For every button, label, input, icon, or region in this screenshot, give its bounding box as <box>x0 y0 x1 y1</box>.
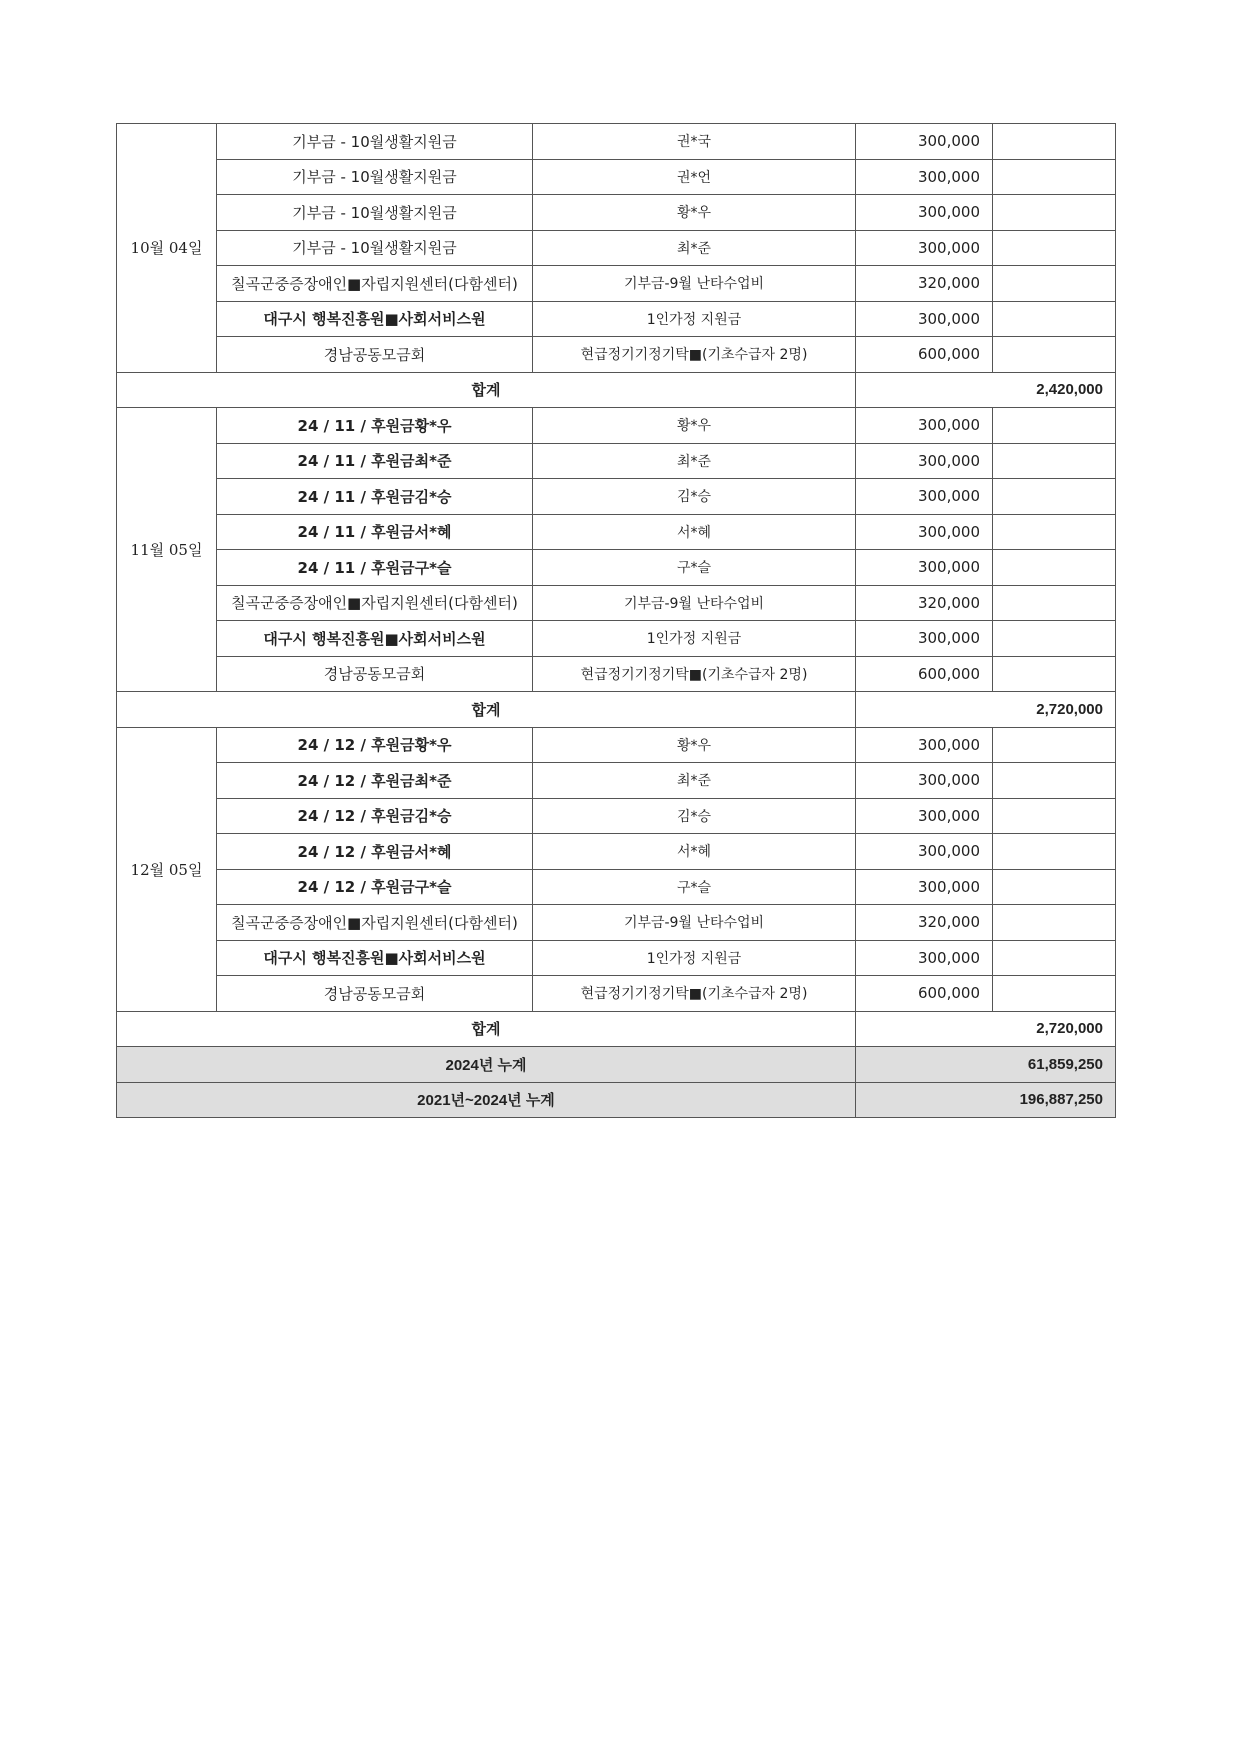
ledger-row <box>117 585 1116 621</box>
note-cell <box>993 798 1116 834</box>
item-cell: 기부금 - 10월생활지원금 <box>217 230 533 266</box>
donor-cell: 1인가정 지원금 <box>533 940 856 976</box>
ledger-row <box>117 159 1116 195</box>
item-cell: 24 / 12 / 후원금서*혜 <box>217 834 533 870</box>
item-cell: 칠곡군중증장애인■자립지원센터(다함센터) <box>217 585 533 621</box>
amount-cell: 300,000 <box>856 443 993 479</box>
amount-cell: 300,000 <box>856 763 993 799</box>
donor-cell: 최*준 <box>533 763 856 799</box>
note-cell <box>993 550 1116 586</box>
note-cell <box>993 869 1116 905</box>
amount-cell: 600,000 <box>856 337 993 373</box>
cumulative-row <box>117 1047 1116 1083</box>
note-cell <box>993 585 1116 621</box>
amount-cell: 300,000 <box>856 550 993 586</box>
note-cell <box>993 479 1116 515</box>
ledger-row <box>117 621 1116 657</box>
section-date: 10월 04일 <box>117 124 217 373</box>
item-cell: 경남공동모금회 <box>217 976 533 1012</box>
ledger-row <box>117 905 1116 941</box>
ledger-row <box>117 834 1116 870</box>
cumulative-amount: 61,859,250 <box>856 1047 1116 1083</box>
ledger-row <box>117 408 1116 444</box>
item-cell: 24 / 12 / 후원금황*우 <box>217 727 533 763</box>
cumulative-row <box>117 1082 1116 1118</box>
amount-cell: 320,000 <box>856 266 993 302</box>
item-cell: 대구시 행복진흥원■사회서비스원 <box>217 940 533 976</box>
amount-cell: 320,000 <box>856 905 993 941</box>
amount-cell: 300,000 <box>856 408 993 444</box>
donor-cell: 기부금-9월 난타수업비 <box>533 266 856 302</box>
ledger-row <box>117 656 1116 692</box>
amount-cell: 300,000 <box>856 727 993 763</box>
note-cell <box>993 727 1116 763</box>
item-cell: 경남공동모금회 <box>217 337 533 373</box>
subtotal-amount: 2,720,000 <box>856 1011 1116 1047</box>
item-cell: 24 / 11 / 후원금최*준 <box>217 443 533 479</box>
amount-cell: 300,000 <box>856 834 993 870</box>
subtotal-row <box>117 692 1116 728</box>
subtotal-label: 합계 <box>117 1011 856 1047</box>
item-cell: 24 / 12 / 후원금김*승 <box>217 798 533 834</box>
amount-cell: 300,000 <box>856 940 993 976</box>
donor-cell: 김*승 <box>533 479 856 515</box>
donor-cell: 권*언 <box>533 159 856 195</box>
subtotal-amount: 2,420,000 <box>856 372 1116 408</box>
donation-ledger-table <box>116 123 1116 1118</box>
donor-cell: 황*우 <box>533 727 856 763</box>
note-cell <box>993 940 1116 976</box>
donor-cell: 현급정기기정기탁■(기초수급자 2명) <box>533 337 856 373</box>
section-date: 11월 05일 <box>117 408 217 692</box>
item-cell: 24 / 11 / 후원금구*슬 <box>217 550 533 586</box>
item-cell: 대구시 행복진흥원■사회서비스원 <box>217 301 533 337</box>
amount-cell: 300,000 <box>856 621 993 657</box>
amount-cell: 300,000 <box>856 159 993 195</box>
item-cell: 칠곡군중증장애인■자립지원센터(다함센터) <box>217 905 533 941</box>
donor-cell: 구*슬 <box>533 869 856 905</box>
ledger-row <box>117 763 1116 799</box>
ledger-row <box>117 514 1116 550</box>
donor-cell: 황*우 <box>533 408 856 444</box>
subtotal-label: 합계 <box>117 692 856 728</box>
ledger-row <box>117 550 1116 586</box>
donor-cell: 현급정기기정기탁■(기초수급자 2명) <box>533 656 856 692</box>
donor-cell: 권*국 <box>533 124 856 160</box>
amount-cell: 300,000 <box>856 479 993 515</box>
item-cell: 대구시 행복진흥원■사회서비스원 <box>217 621 533 657</box>
donor-cell: 김*승 <box>533 798 856 834</box>
ledger-body <box>117 124 1116 1118</box>
ledger-row <box>117 337 1116 373</box>
ledger-row <box>117 301 1116 337</box>
note-cell <box>993 195 1116 231</box>
subtotal-row <box>117 1011 1116 1047</box>
item-cell: 기부금 - 10월생활지원금 <box>217 124 533 160</box>
note-cell <box>993 621 1116 657</box>
amount-cell: 300,000 <box>856 301 993 337</box>
amount-cell: 300,000 <box>856 230 993 266</box>
ledger-row <box>117 230 1116 266</box>
amount-cell: 600,000 <box>856 656 993 692</box>
item-cell: 경남공동모금회 <box>217 656 533 692</box>
item-cell: 24 / 11 / 후원금황*우 <box>217 408 533 444</box>
ledger-row <box>117 869 1116 905</box>
donor-cell: 구*슬 <box>533 550 856 586</box>
note-cell <box>993 656 1116 692</box>
donor-cell: 기부금-9월 난타수업비 <box>533 905 856 941</box>
note-cell <box>993 408 1116 444</box>
ledger-row <box>117 940 1116 976</box>
subtotal-row <box>117 372 1116 408</box>
amount-cell: 320,000 <box>856 585 993 621</box>
donor-cell: 서*혜 <box>533 514 856 550</box>
note-cell <box>993 124 1116 160</box>
amount-cell: 300,000 <box>856 514 993 550</box>
note-cell <box>993 905 1116 941</box>
section-date: 12월 05일 <box>117 727 217 1011</box>
item-cell: 24 / 12 / 후원금구*슬 <box>217 869 533 905</box>
note-cell <box>993 301 1116 337</box>
item-cell: 24 / 11 / 후원금서*혜 <box>217 514 533 550</box>
item-cell: 기부금 - 10월생활지원금 <box>217 195 533 231</box>
cumulative-label: 2024년 누계 <box>117 1047 856 1083</box>
note-cell <box>993 763 1116 799</box>
ledger-row <box>117 266 1116 302</box>
donor-cell: 최*준 <box>533 443 856 479</box>
note-cell <box>993 159 1116 195</box>
note-cell <box>993 337 1116 373</box>
cumulative-amount: 196,887,250 <box>856 1082 1116 1118</box>
ledger-row <box>117 443 1116 479</box>
amount-cell: 600,000 <box>856 976 993 1012</box>
ledger-row <box>117 798 1116 834</box>
item-cell: 칠곡군중증장애인■자립지원센터(다함센터) <box>217 266 533 302</box>
note-cell <box>993 514 1116 550</box>
note-cell <box>993 443 1116 479</box>
donor-cell: 1인가정 지원금 <box>533 621 856 657</box>
ledger-row <box>117 124 1116 160</box>
cumulative-label: 2021년~2024년 누계 <box>117 1082 856 1118</box>
donor-cell: 1인가정 지원금 <box>533 301 856 337</box>
donor-cell: 현급정기기정기탁■(기초수급자 2명) <box>533 976 856 1012</box>
donor-cell: 최*준 <box>533 230 856 266</box>
ledger-row <box>117 479 1116 515</box>
donor-cell: 기부금-9월 난타수업비 <box>533 585 856 621</box>
subtotal-label: 합계 <box>117 372 856 408</box>
donor-cell: 황*우 <box>533 195 856 231</box>
item-cell: 24 / 11 / 후원금김*승 <box>217 479 533 515</box>
ledger-row <box>117 976 1116 1012</box>
donor-cell: 서*혜 <box>533 834 856 870</box>
subtotal-amount: 2,720,000 <box>856 692 1116 728</box>
amount-cell: 300,000 <box>856 195 993 231</box>
item-cell: 24 / 12 / 후원금최*준 <box>217 763 533 799</box>
amount-cell: 300,000 <box>856 798 993 834</box>
note-cell <box>993 834 1116 870</box>
ledger-row <box>117 727 1116 763</box>
note-cell <box>993 976 1116 1012</box>
note-cell <box>993 266 1116 302</box>
amount-cell: 300,000 <box>856 124 993 160</box>
item-cell: 기부금 - 10월생활지원금 <box>217 159 533 195</box>
ledger-row <box>117 195 1116 231</box>
amount-cell: 300,000 <box>856 869 993 905</box>
note-cell <box>993 230 1116 266</box>
